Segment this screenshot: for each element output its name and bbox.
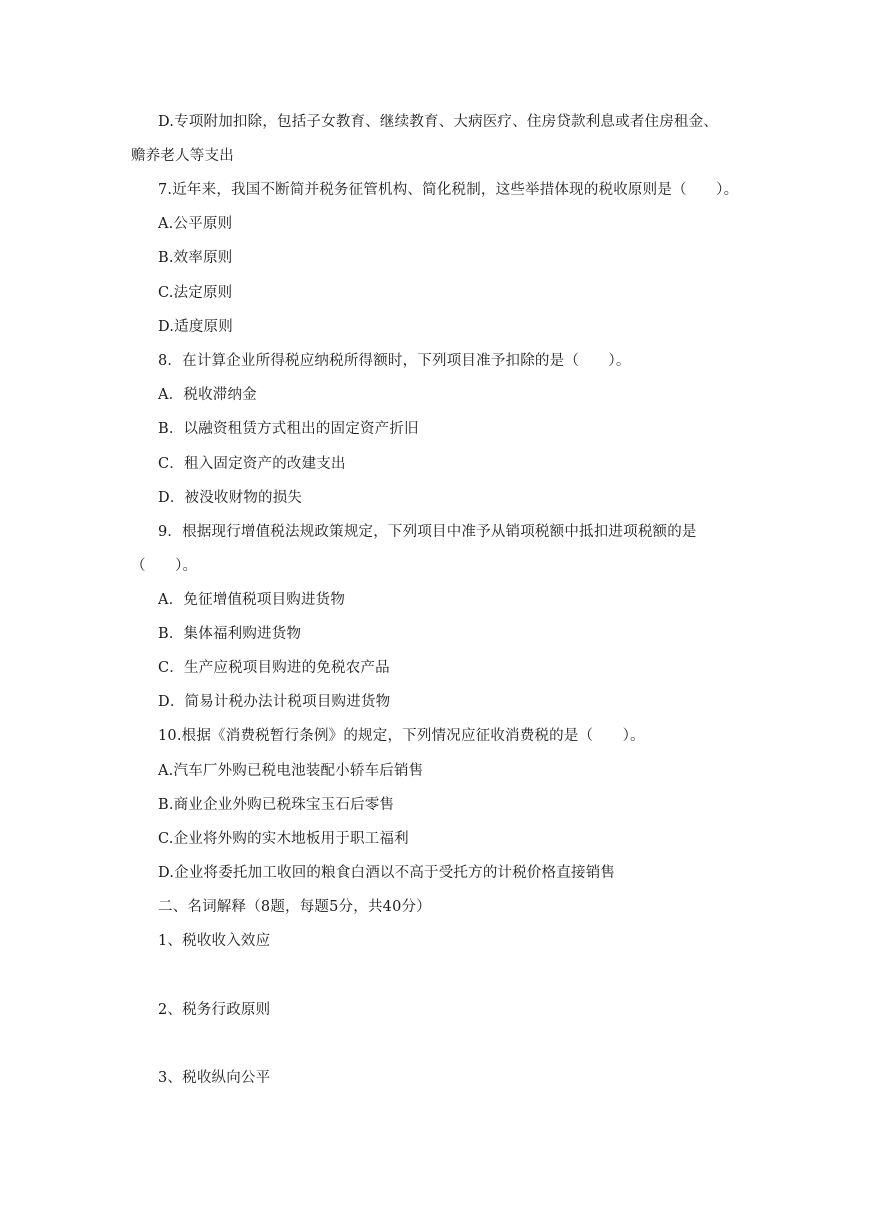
q7-option-d: D.适度原则 <box>158 319 233 335</box>
question-10: 10.根据《消费税暂行条例》的规定，下列情况应征收消费税的是（ ）。 <box>158 728 645 744</box>
q7-option-c: C.法定原则 <box>158 285 233 301</box>
q9-option-a: A．免征增值税项目购进货物 <box>158 592 346 608</box>
section-heading-terms: 二、名词解释（8题，每题5分，共40分） <box>158 899 431 915</box>
q8-option-d: D．被没收财物的损失 <box>158 490 303 506</box>
q7-option-a: A.公平原则 <box>158 216 233 232</box>
option-d-q6-line1: D.专项附加扣除，包括子女教育、继续教育、大病医疗、住房贷款利息或者住房租金、 <box>158 114 719 130</box>
q10-option-a: A.汽车厂外购已税电池装配小轿车后销售 <box>158 763 424 779</box>
question-7: 7.近年来，我国不断简并税务征管机构、简化税制，这些举措体现的税收原则是（ ）。 <box>158 182 739 198</box>
term-3: 3、税收纵向公平 <box>158 1070 271 1086</box>
q9-option-b: B．集体福利购进货物 <box>158 626 302 642</box>
q9-option-c: C．生产应税项目购进的免税农产品 <box>158 660 390 676</box>
q7-option-b: B.效率原则 <box>158 250 233 266</box>
question-9-line1: 9．根据现行增值税法规政策规定，下列项目中准予从销项税额中抵扣进项税额的是 <box>158 524 697 540</box>
term-1: 1、税收收入效应 <box>158 933 271 949</box>
q8-option-a: A．税收滞纳金 <box>158 387 257 403</box>
q8-option-b: B．以融资租赁方式租出的固定资产折旧 <box>158 421 419 437</box>
q9-option-d: D．简易计税办法计税项目购进货物 <box>158 694 391 710</box>
q10-option-d: D.企业将委托加工收回的粮食白酒以不高于受托方的计税价格直接销售 <box>158 865 616 881</box>
term-2: 2、税务行政原则 <box>158 1002 271 1018</box>
q10-option-c: C.企业将外购的实木地板用于职工福利 <box>158 831 409 847</box>
question-8: 8．在计算企业所得税应纳税所得额时，下列项目准予扣除的是（ ）。 <box>158 353 631 369</box>
q8-option-c: C．租入固定资产的改建支出 <box>158 456 346 472</box>
q10-option-b: B.商业企业外购已税珠宝玉石后零售 <box>158 797 395 813</box>
option-d-q6-line2: 赡养老人等支出 <box>131 148 234 164</box>
question-9-line2: （ ）。 <box>131 558 198 574</box>
